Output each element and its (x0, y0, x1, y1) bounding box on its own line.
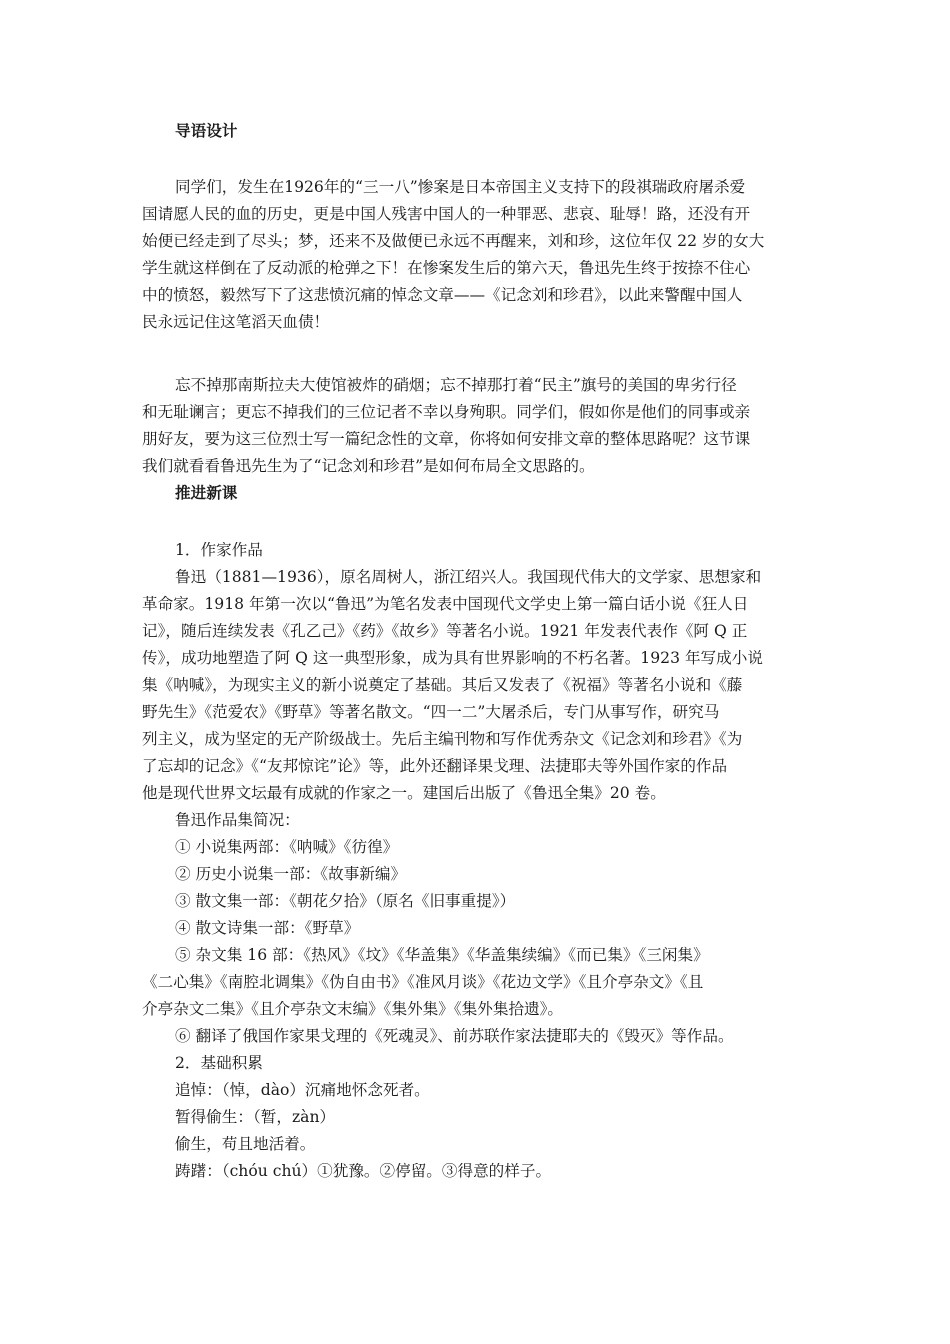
paragraph-line: 忘不掉那南斯拉夫大使馆被炸的硝烟；忘不掉那打着“民主”旗号的美国的卑劣行径 (175, 376, 737, 394)
section-heading-new-lesson: 推进新课 (175, 484, 238, 502)
paragraph-line: 我们就看看鲁迅先生为了“记念刘和珍君”是如何布局全文思路的。 (142, 457, 595, 475)
paragraph-line: 了忘却的记念》《“友邦惊诧”论》等，此外还翻译果戈理、法捷耶夫等外国作家的作品 (142, 757, 728, 775)
works-item: ⑤ 杂文集 16 部：《热风》《坟》《华盖集》《华盖集续编》《而已集》《三闲集》 (175, 946, 709, 964)
vocab-entry: 偷生，苟且地活着。 (175, 1135, 316, 1153)
paragraph-line: 列主义，成为坚定的无产阶级战士。先后主编刊物和写作优秀杂文《记念刘和珍君》《为 (142, 730, 743, 748)
paragraph-line: 国请愿人民的血的历史，更是中国人残害中国人的一种罪恶、悲哀、耻辱！路，还没有开 (142, 205, 751, 223)
paragraph-line: 鲁迅（1881—1936），原名周树人，浙江绍兴人。我国现代伟大的文学家、思想家和 (175, 568, 762, 586)
paragraph-line: 和无耻谰言；更忘不掉我们的三位记者不幸以身殉职。同学们，假如你是他们的同事或亲 (142, 403, 751, 421)
works-item-continued: 介亭杂文二集》《且介亭杂文末编》《集外集》《集外集拾遗》。 (142, 1000, 564, 1018)
paragraph-line: 记》，随后连续发表《孔乙己》《药》《故乡》等著名小说。1921 年发表代表作《阿 Q 正 (142, 622, 748, 640)
paragraph-line: 集《呐喊》，为现实主义的新小说奠定了基础。其后又发表了《祝福》等著名小说和《藤 (142, 676, 743, 694)
intro-paragraph (142, 174, 812, 336)
paragraph-line: 朋好友，要为这三位烈士写一篇纪念性的文章，你将如何安排文章的整体思路呢？这节课 (142, 430, 751, 448)
works-item: ④ 散文诗集一部：《野草》 (175, 919, 360, 937)
paragraph-line: 革命家。1918 年第一次以“鲁迅”为笔名发表中国现代文学史上第一篇白话小说《狂人日 (142, 595, 749, 613)
works-item: ① 小说集两部：《呐喊》《彷徨》 (175, 838, 399, 856)
paragraph-line: 始便已经走到了尽头；梦，还来不及做便已永远不再醒来，刘和珍，这位年仅 22 岁的女大 (142, 232, 765, 250)
paragraph-line: 中的愤怒，毅然写下了这悲愤沉痛的悼念文章——《记念刘和珍君》，以此来警醒中国人 (142, 286, 743, 304)
paragraph-line: 民永远记住这笔滔天血债！ (142, 313, 330, 331)
works-item: ② 历史小说集一部：《故事新编》 (175, 865, 407, 883)
works-item-continued: 《二心集》《南腔北调集》《伪自由书》《准风月谈》《花边文学》《且介亭杂文》《且 (142, 973, 704, 991)
vocab-entry: 暂得偷生：（暂，zàn） (175, 1108, 336, 1126)
author-section (142, 537, 812, 1185)
vocab-entry: 追悼：（悼，dào）沉痛地怀念死者。 (175, 1081, 430, 1099)
section-heading-intro: 导语设计 (175, 122, 238, 140)
paragraph-line: 学生就这样倒在了反动派的枪弹之下！在惨案发生后的第六天，鲁迅先生终于按捺不住心 (142, 259, 751, 277)
vocab-entry: 踌躇：（chóu chú）①犹豫。②停留。③得意的样子。 (175, 1162, 552, 1180)
new-lesson-heading-block (142, 480, 812, 507)
works-item: ③ 散文集一部：《朝花夕拾》（原名《旧事重提》） (175, 892, 516, 910)
paragraph-line: 同学们，发生在1926年的“三一八”惨案是日本帝国主义支持下的段祺瑞政府屠杀爱 (175, 178, 746, 196)
paragraph-line: 野先生》《范爱农》《野草》等著名散文。“四一二”大屠杀后，专门从事写作，研究马 (142, 703, 720, 721)
paragraph-line: 他是现代世界文坛最有成就的作家之一。建国后出版了《鲁迅全集》20 卷。 (142, 784, 666, 802)
paragraph-line: 传》，成功地塑造了阿 Q 这一典型形象，成为具有世界影响的不朽名著。1923 年写成小说 (142, 649, 763, 667)
item-title: 1．作家作品 (175, 541, 263, 559)
intro-heading-block (142, 118, 812, 145)
works-intro: 鲁迅作品集简况： (175, 811, 300, 829)
item-title: 2．基础积累 (175, 1054, 263, 1072)
works-item: ⑥ 翻译了俄国作家果戈理的《死魂灵》、前苏联作家法捷耶夫的《毁灭》等作品。 (175, 1027, 734, 1045)
second-paragraph (142, 372, 812, 480)
